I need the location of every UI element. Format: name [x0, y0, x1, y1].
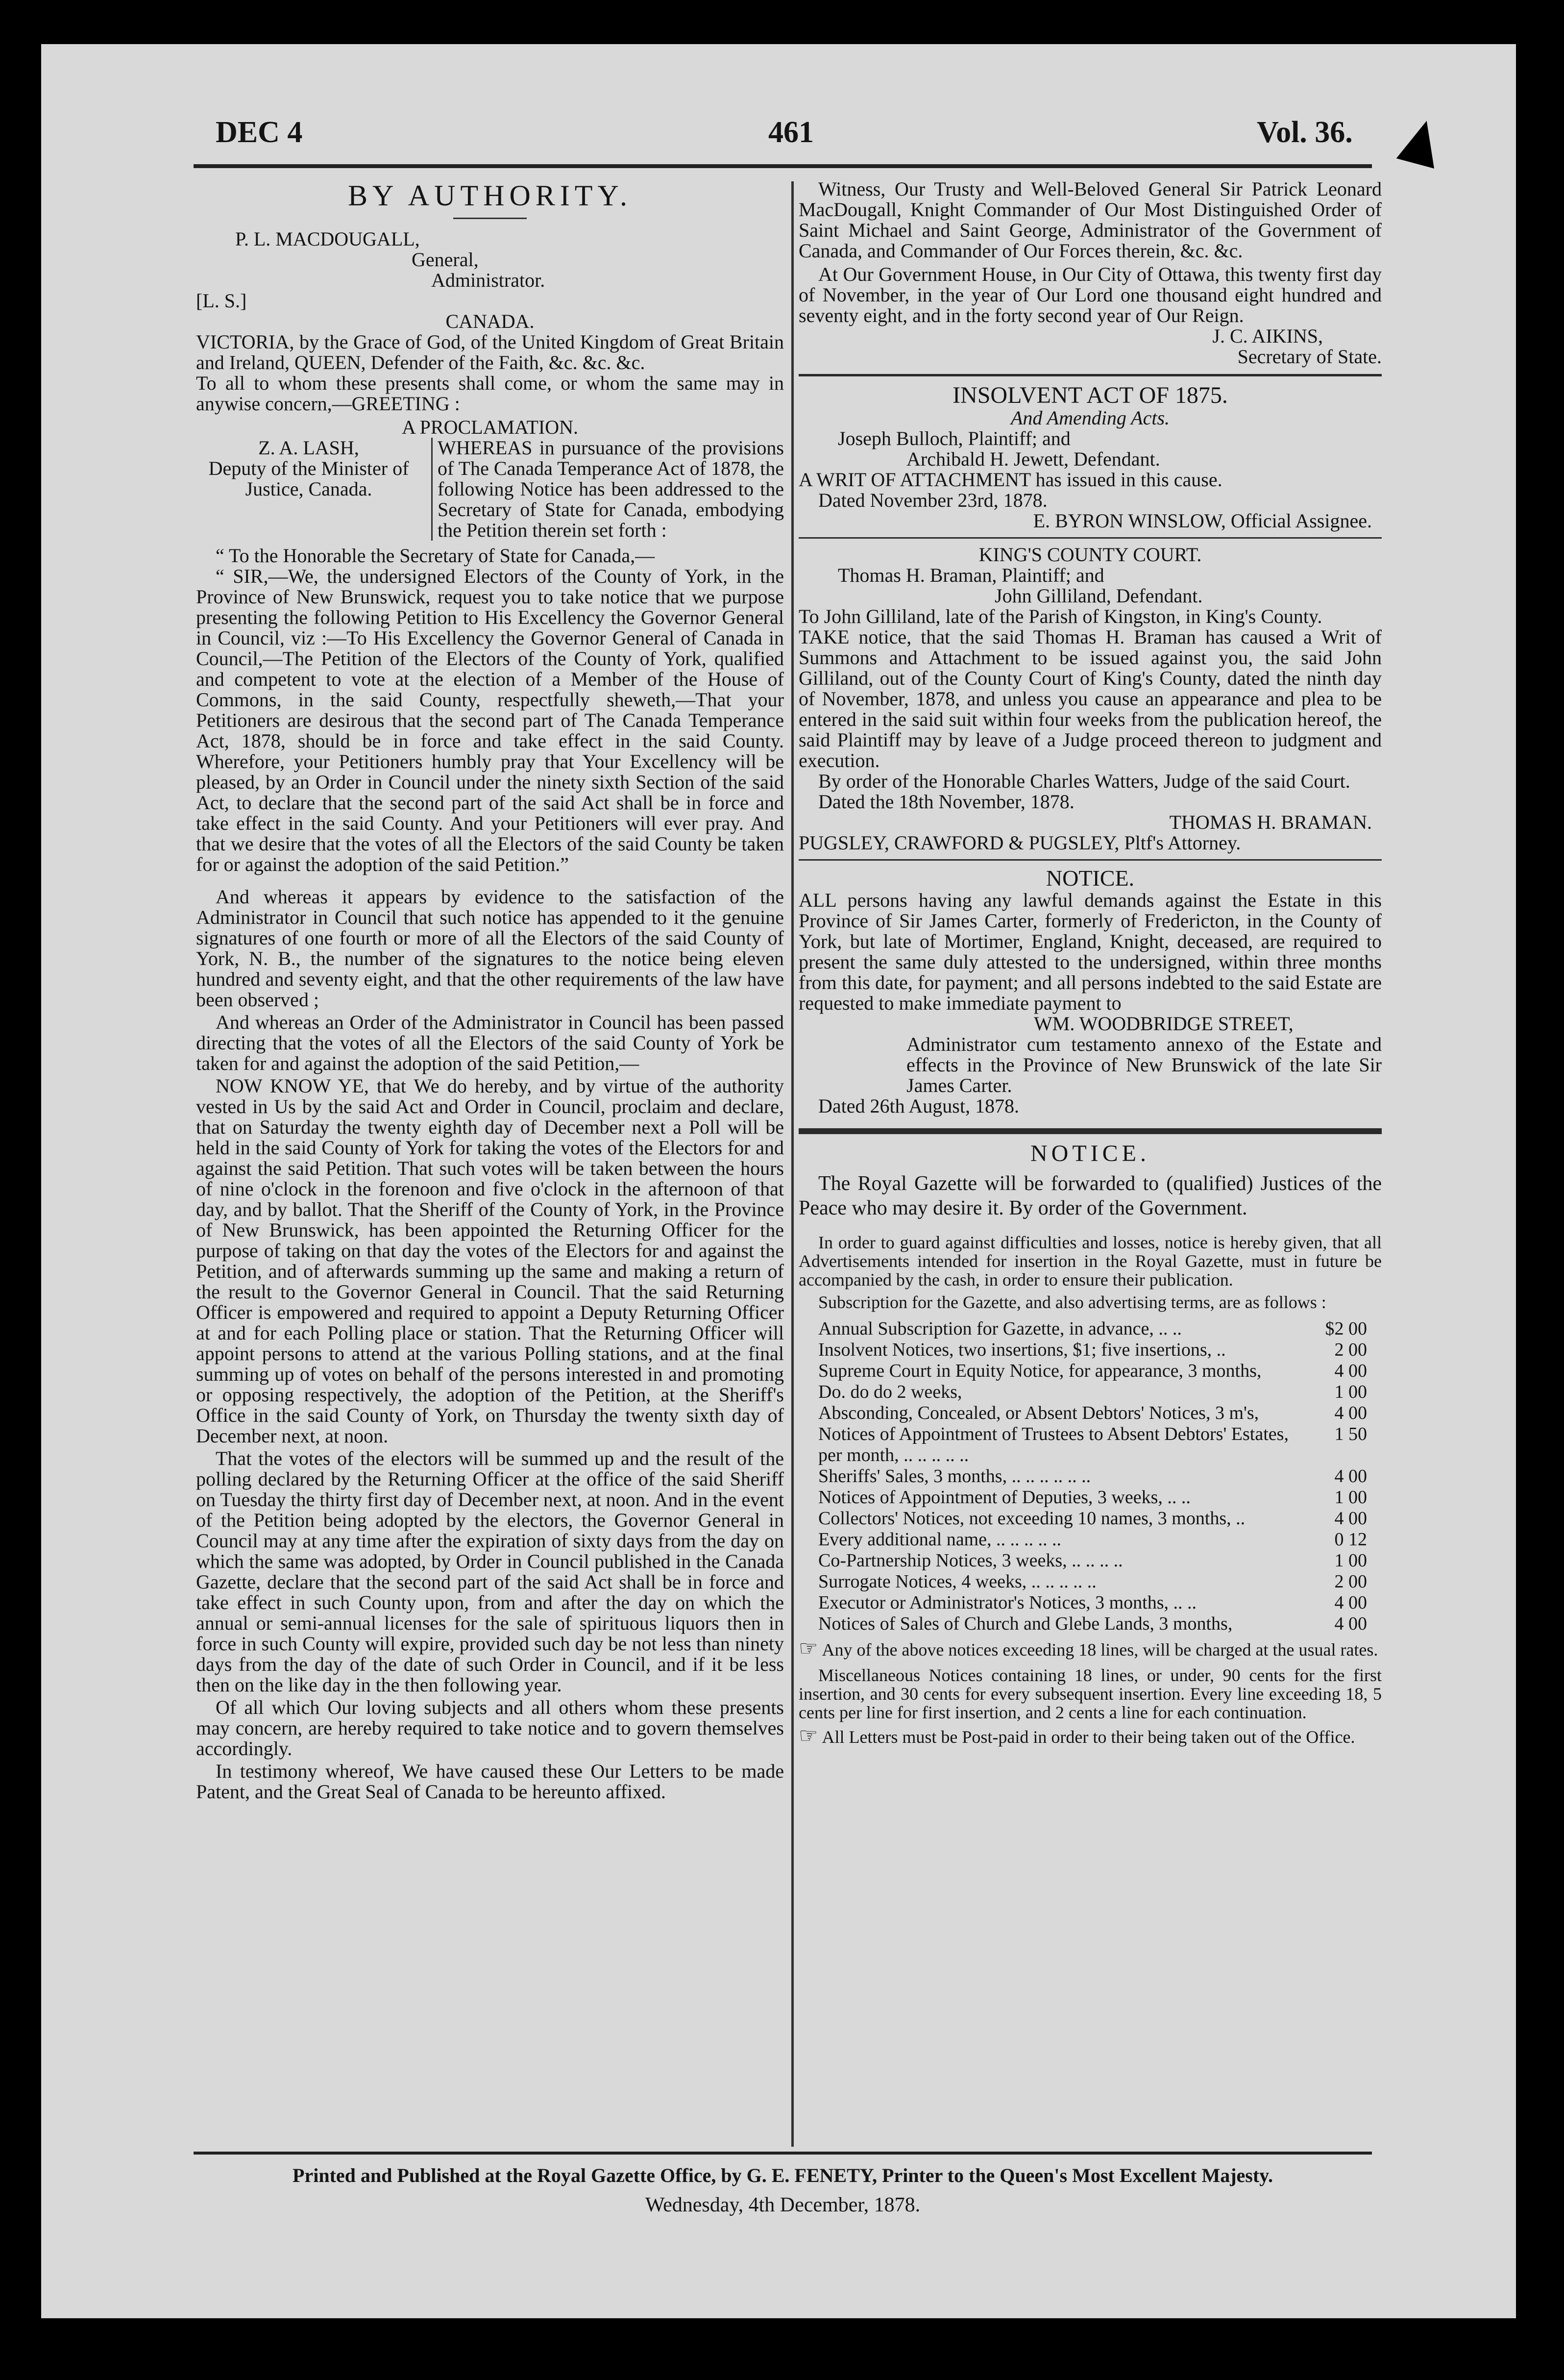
kings-county-heading: KING'S COUNTY COURT. — [978, 544, 1202, 566]
lash-role: Deputy of the Minister of Justice, Canada. — [208, 457, 409, 500]
to-john-line: To John Gilliland, late of the Parish of Kingston, in King's County. — [799, 605, 1322, 627]
signer-role: General, — [412, 248, 479, 271]
fee-label: Notices of Sales of Church and Glebe Lands, 3 months, — [818, 1613, 1233, 1634]
fee-amount: 1 00 — [1334, 1382, 1367, 1402]
fee-table — [818, 1318, 1367, 1635]
signer-name: P. L. MACDOUGALL, — [235, 228, 420, 250]
section-rule — [799, 374, 1382, 376]
section-rule — [799, 859, 1382, 861]
fee-row — [818, 1571, 1367, 1592]
fee-row — [818, 1466, 1367, 1487]
lash-block — [196, 438, 784, 541]
lash-name: Z. A. LASH, — [258, 437, 359, 459]
letters-note — [799, 1724, 1382, 1748]
proclamation-heading: A PROCLAMATION. — [401, 416, 579, 438]
notice-gazette-heading: NOTICE. — [1030, 1140, 1150, 1166]
fee-row — [818, 1339, 1367, 1361]
of-all-paragraph: Of all which Our loving subjects and all others whom these presents may concern, are hereby required to take notice and to govern themselves accordingly. — [196, 1696, 784, 1760]
fee-row — [818, 1529, 1367, 1550]
fee-amount: $2 00 — [1325, 1318, 1367, 1339]
fee-label: Absconding, Concealed, or Absent Debtors' Notices, 3 m's, — [818, 1403, 1259, 1423]
now-know-ye-paragraph: NOW KNOW YE, that We do hereby, and by virtue of the authority vested in Us by the said Act and Order in Council, proclaim and declare, that on Saturday the twenty eighth day of December next a Poll will be held in the said County of York for taking the votes of the Electors for and against the said Petition. That such votes will be taken between the hours of nine o'clock in the forenoon and five o'clock in the afternoon of that day, and by ballot. That the Sheriff of the County of York, in the Province of New Brunswick, has been appointed the Returning Officer for the purpose of taking on that day the votes of the Electors for and against the Petition, and of afterwards summing up the same and making a return of the result to the Governor General in Council. That the said Returning Officer is empowered and required to appoint a Deputy Returning Officer at and for each Polling place or station. That the Returning Officer will appoint persons to attend at the various Polling stations, and at the final summing up of votes on behalf of the persons interested in and promoting or opposing respectively, the adoption of the Petition, at the Sheriff's Office in the said County of York, on Thursday the twenty sixth day of December next, at noon. — [196, 1075, 784, 1447]
canada-heading: CANADA. — [445, 310, 535, 332]
fee-label: Collectors' Notices, not exceeding 10 names, 3 months, .. — [818, 1508, 1246, 1529]
insolvent-act-heading: INSOLVENT ACT OF 1875. — [953, 382, 1228, 408]
testimony-paragraph: In testimony whereof, We have caused these Our Letters to be made Patent, and the Great Seal of Canada to be hereunto affixed. — [196, 1760, 784, 1803]
left-column — [196, 179, 784, 1802]
pointing-hand-icon: ☞ — [799, 1636, 818, 1661]
fee-label: Surrogate Notices, 4 weeks, .. .. .. .. .. — [818, 1571, 1097, 1592]
whereas-paragraph: WHEREAS in pursuance of the provisions of The Canada Temperance Act of 1878, the following Notice has been addressed to the Secretary of State for Canada, embodying the Petition therein set forth : — [438, 437, 784, 541]
fee-label: Notices of Appointment of Trustees to Absent Debtors' Estates, per month, .. .. .. .. .. — [818, 1424, 1289, 1465]
fee-row — [818, 1613, 1367, 1635]
volume-number: Vol. 36. — [1257, 116, 1353, 149]
column-divider — [791, 181, 794, 2147]
gilliland-defendant: John Gilliland, Defendant. — [995, 585, 1203, 607]
aikins-role: Secretary of State. — [1237, 346, 1382, 368]
braman-plaintiff: Thomas H. Braman, Plaintiff; and — [838, 564, 1104, 586]
street-name: WM. WOODBRIDGE STREET, — [1034, 1013, 1294, 1035]
kings-dated: Dated the 18th November, 1878. — [818, 791, 1075, 813]
fee-amount: 4 00 — [1334, 1508, 1367, 1529]
fee-row — [818, 1403, 1367, 1424]
fee-row — [818, 1424, 1367, 1466]
votes-paragraph: That the votes of the electors will be summed up and the result of the polling declared by the Returning Officer at the office of the said Sheriff on Tuesday the thirty first day of December next, at noon. And in the event of the Petition being adopted by the electors, the Governor General in Council may at any time after the expiration of sixty days from the day on which the same was adopted, by Order in Council published in the Canada Gazette, declare that the second part of the said Act shall be in force and take effect in such County upon, from and after the day on which the annual or semi-annual licenses for the sale of spirituous liquors then in force in such County will expire, provided such day be not less than ninety days from the day of the date of such Order in Council, and if it be less then on the like day in the then following year. — [196, 1447, 784, 1696]
fee-row — [818, 1318, 1367, 1339]
heading-rule — [453, 218, 527, 219]
fee-label: Notices of Appointment of Deputies, 3 weeks, .. .. — [818, 1487, 1191, 1508]
bulloch-plaintiff: Joseph Bulloch, Plaintiff; and — [838, 427, 1071, 449]
braman-signature: THOMAS H. BRAMAN. — [1169, 811, 1372, 833]
printer-imprint: Printed and Published at the Royal Gazette Office, by G. E. FENETY, Printer to the Queen's Most Excellent Majesty. — [293, 2164, 1273, 2186]
fee-label: Annual Subscription for Gazette, in advance, .. .. — [818, 1318, 1182, 1339]
aikins-name: J. C. AIKINS, — [1212, 325, 1323, 347]
fee-row — [818, 1550, 1367, 1571]
seal-mark: [L. S.] — [196, 290, 247, 312]
fee-row — [818, 1361, 1367, 1382]
fee-label: Do. do do 2 weeks, — [818, 1382, 962, 1402]
header-rule — [194, 164, 1372, 168]
jewett-defendant: Archibald H. Jewett, Defendant. — [906, 448, 1160, 470]
exceeding-text: Any of the above notices exceeding 18 lines, will be charged at the usual rates. — [822, 1640, 1378, 1660]
writ-line: A WRIT OF ATTACHMENT has issued in this cause. — [799, 469, 1222, 491]
fee-label: Every additional name, .. .. .. .. .. — [818, 1529, 1061, 1550]
section-rule — [799, 1128, 1382, 1134]
lash-signature — [196, 438, 421, 541]
guard-paragraph: In order to guard against difficulties and losses, notice is hereby given, that all Advertisements intended for insertion in the Royal Gazette, must in future be accompanied by the cash, in order to ensure their publication. — [799, 1233, 1382, 1289]
fee-amount: 4 00 — [1334, 1403, 1367, 1423]
winslow-signature: E. BYRON WINSLOW, Official Assignee. — [1033, 510, 1372, 532]
take-notice-paragraph: TAKE notice, that the said Thomas H. Braman has caused a Writ of Summons and Attachment to be issued against you, the said John Gilliland, out of the County Court of King's County, dated the ninth day of November, 1878, and unless you cause an appearance and plea to be entered in the said suit within four weeks from the publication hereof, the said Plaintiff may by leave of a Judge proceed thereon to judgment and execution. — [799, 626, 1382, 771]
fee-amount: 4 00 — [1334, 1613, 1367, 1634]
fee-amount: 4 00 — [1334, 1466, 1367, 1487]
gazette-justices-paragraph: The Royal Gazette will be forwarded to (qualified) Justices of the Peace who may desire it. By order of the Government. — [799, 1172, 1382, 1219]
fee-amount: 4 00 — [1334, 1592, 1367, 1613]
whereas-opening — [431, 438, 784, 541]
fee-row — [818, 1592, 1367, 1613]
government-house-paragraph: At Our Government House, in Our City of Ottawa, this twenty first day of November, in the year of Our Lord one thousand eight hundred and seventy eight, and in the forty second year of Our Reign. — [799, 263, 1382, 326]
fee-amount: 1 00 — [1334, 1550, 1367, 1571]
section-rule — [799, 537, 1382, 539]
fee-row — [818, 1487, 1367, 1508]
street-role: Administrator cum testamento annexo of the Estate and effects in the Province of New Brunswick of the late Sir James Carter. — [906, 1033, 1382, 1096]
subscription-paragraph: Subscription for the Gazette, and also advertising terms, are as follows : — [818, 1292, 1326, 1312]
pointing-hand-icon: ☞ — [799, 1724, 818, 1748]
whereas-evidence-paragraph: And whereas it appears by evidence to the satisfaction of the Administrator in Council that such notice has appended to it the genuine signatures of one fourth or more of all the Electors of the said County of York, N. B., the number of the signatures to the notice being eleven hundred and seventy eight, and that the other requirements of the law have been observed ; — [196, 886, 784, 1011]
miscellaneous-paragraph: Miscellaneous Notices containing 18 lines, or under, 90 cents for the first insertion, and 30 cents for every subsequent insertion. Every line exceeding 18, 5 cents per line for first insertion, and 2 cents a line for each continuation. — [799, 1665, 1382, 1722]
fee-amount: 0 12 — [1334, 1529, 1367, 1550]
victoria-paragraph: VICTORIA, by the Grace of God, of the United Kingdom of Great Britain and Ireland, QUEEN, Defender of the Faith, &c. &c. &c. — [196, 331, 784, 373]
insolvent-dated: Dated November 23rd, 1878. — [818, 489, 1048, 511]
exceeding-note — [799, 1636, 1382, 1661]
fee-amount: 4 00 — [1334, 1361, 1367, 1381]
notice-estate-heading: NOTICE. — [1046, 866, 1135, 891]
letters-text: All Letters must be Post-paid in order to their being taken out of the Office. — [822, 1727, 1355, 1747]
right-column — [799, 179, 1382, 1746]
petition-paragraph: “ SIR,—We, the undersigned Electors of the County of York, in the Province of New Brunswick, request you to take notice that we purpose presenting the following Petition to His Excellency the Governor General in Council, viz :—To His Excellency the Governor General of Canada in Council,—The Petition of the Electors of the County of York, qualified and competent to vote at the election of a Member of the House of Commons, in the said County, respectfully sheweth,—That your Petitioners are desirous that the second part of The Canada Temperance Act, 1878, should be in force and take effect in the said County. Wherefore, your Petitioners humbly pray that Your Excellency will be pleased, by an Order in Council under the ninety sixth Section of the said Act, to declare that the second part of the said Act shall be in force and take effect in the said County. And your Petitioners will ever pray. And that we desire that the votes of all the Electors of the said County be taken for or against the adoption of the said Petition.” — [196, 565, 784, 875]
greeting-paragraph: To all to whom these presents shall come, or whom the same may in anywise concern,—GREETING : — [196, 372, 784, 415]
fee-row — [818, 1508, 1367, 1529]
by-authority-heading: BY AUTHORITY. — [347, 179, 633, 212]
signer-title: Administrator. — [431, 269, 545, 291]
secretary-salutation: “ To the Honorable the Secretary of State for Canada,— — [216, 545, 655, 567]
whereas-order-paragraph: And whereas an Order of the Administrator in Council has been passed directing that the votes of all the Electors of the said County of York be taken for and against the adoption of the said Petition,— — [196, 1011, 784, 1074]
footer-rule — [194, 2152, 1372, 2155]
page-number: 461 — [768, 116, 814, 149]
fee-label: Supreme Court in Equity Notice, for appearance, 3 months, — [818, 1361, 1262, 1381]
fee-label: Co-Partnership Notices, 3 weeks, .. .. .. .. — [818, 1550, 1123, 1571]
fee-amount: 1 50 — [1334, 1424, 1367, 1444]
fee-amount: 2 00 — [1334, 1571, 1367, 1592]
fee-amount: 2 00 — [1334, 1339, 1367, 1360]
fee-row — [818, 1382, 1367, 1403]
estate-notice-paragraph: ALL persons having any lawful demands against the Estate in this Province of Sir James Carter, formerly of Fredericton, in the County of York, but late of Mortimer, England, Knight, deceased, are required to present the same duly attested to the undersigned, within three months from this date, for payment; and all persons indebted to the said Estate are requested to make immediate payment to — [799, 889, 1382, 1014]
estate-dated: Dated 26th August, 1878. — [818, 1095, 1019, 1117]
issue-date: DEC 4 — [216, 116, 303, 149]
witness-paragraph: Witness, Our Trusty and Well-Beloved General Sir Patrick Leonard MacDougall, Knight Commander of Our Most Distinguished Order of Saint Michael and Saint George, Administrator of the Government of Canada, and Commander of Our Forces therein, &c. &c. — [799, 178, 1382, 262]
fee-amount: 1 00 — [1334, 1487, 1367, 1508]
fee-label: Insolvent Notices, two insertions, $1; five insertions, .. — [818, 1339, 1226, 1360]
fee-label: Sheriffs' Sales, 3 months, .. .. .. .. .. .. — [818, 1466, 1091, 1487]
pugsley-attorney: PUGSLEY, CRAWFORD & PUGSLEY, Pltf's Attorney. — [799, 832, 1241, 854]
by-order-paragraph: By order of the Honorable Charles Watters, Judge of the said Court. — [818, 770, 1350, 792]
insolvent-act-subheading: And Amending Acts. — [1010, 407, 1170, 429]
fee-label: Executor or Administrator's Notices, 3 months, .. .. — [818, 1592, 1197, 1613]
imprint-date: Wednesday, 4th December, 1878. — [645, 2194, 921, 2216]
